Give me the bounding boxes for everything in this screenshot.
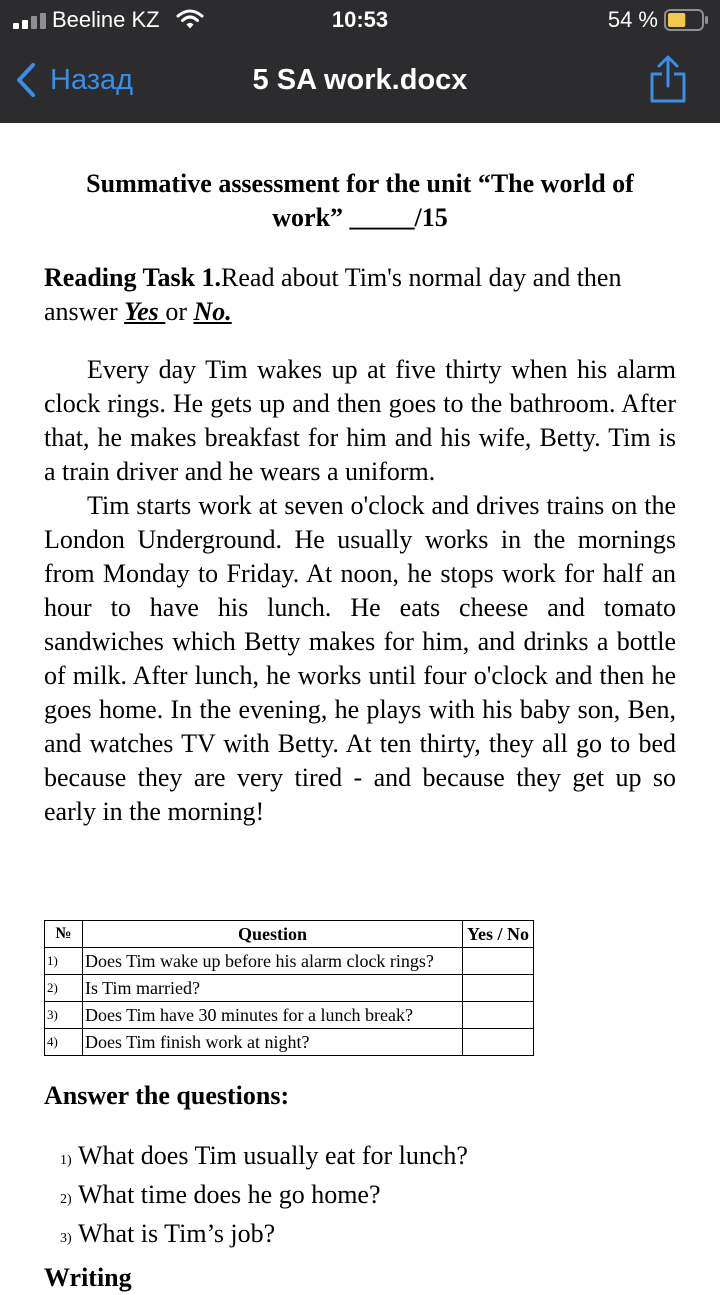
- back-button[interactable]: [14, 60, 133, 100]
- list-item: [60, 1178, 468, 1217]
- list-text: What time does he go home?: [78, 1180, 381, 1209]
- row-number: 2): [45, 975, 83, 1002]
- row-number: 4): [45, 1029, 83, 1056]
- header-yes-no: Yes / No: [463, 921, 534, 948]
- status-time: 10:53: [331, 7, 389, 32]
- back-label: Назад: [50, 64, 134, 96]
- passage-paragraph: Every day Tim wakes up at five thirty when his alarm clock rings. He gets up and then goes to the bathroom. After that, he makes breakfast for him and his wife, Betty. Tim is a train driver and he wears a uniform.: [44, 355, 676, 486]
- table-row: [45, 975, 534, 1002]
- question-list: [60, 1139, 468, 1256]
- answer-heading: Answer the questions:: [44, 1081, 290, 1110]
- row-answer: [463, 1002, 534, 1029]
- chevron-left-icon: [14, 62, 38, 98]
- list-item: [60, 1139, 468, 1178]
- row-question: Is Tim married?: [83, 975, 463, 1002]
- table-row: [45, 1029, 534, 1056]
- navigation-bar: [0, 40, 720, 123]
- document-title: 5 SA work.docx: [252, 64, 468, 96]
- row-question: Does Tim finish work at night?: [83, 1029, 463, 1056]
- yes-no-table: [44, 920, 534, 1056]
- row-answer: [463, 975, 534, 1002]
- list-text: What does Tim usually eat for lunch?: [78, 1141, 468, 1170]
- row-answer: [463, 1029, 534, 1056]
- list-item: [60, 1217, 468, 1256]
- table-row: [45, 948, 534, 975]
- yes-option: Yes: [124, 297, 166, 326]
- battery-percent: 54 %: [607, 7, 658, 32]
- list-number: 3): [60, 1231, 72, 1246]
- list-number: 2): [60, 1192, 72, 1207]
- row-question: Does Tim wake up before his alarm clock rings?: [83, 948, 463, 975]
- header-question: Question: [83, 921, 463, 948]
- share-icon[interactable]: [648, 54, 688, 104]
- or-text: or: [165, 297, 194, 326]
- reading-passage: [44, 353, 676, 829]
- list-number: 1): [60, 1153, 72, 1168]
- reading-task-instructions: [44, 261, 676, 329]
- no-option: No.: [193, 297, 232, 326]
- list-text: What is Tim’s job?: [78, 1219, 276, 1248]
- battery-icon: [664, 9, 708, 31]
- assessment-title: Summative assessment for the unit “The world of work” _____/15: [86, 169, 634, 232]
- task-text: Read about Tim's normal day and then answer: [44, 263, 622, 326]
- task-label: Reading Task 1.: [44, 263, 222, 292]
- row-number: 3): [45, 1002, 83, 1029]
- row-question: Does Tim have 30 minutes for a lunch break?: [83, 1002, 463, 1029]
- carrier-name: Beeline KZ: [52, 7, 160, 32]
- table-row: [45, 1002, 534, 1029]
- status-bar: [0, 0, 720, 40]
- writing-heading: Writing: [44, 1263, 132, 1292]
- top-bar: [0, 0, 720, 123]
- row-number: 1): [45, 948, 83, 975]
- row-answer: [463, 948, 534, 975]
- passage-paragraph: Tim starts work at seven o'clock and drives trains on the London Underground. He usually works in the mornings from Monday to Friday. At noon, he stops work for half an hour to have his lunch. He eats cheese and tomato sandwiches which Betty makes for him, and drinks a bottle of milk. After lunch, he works until four o'clock and then he goes home. In the evening, he plays with his baby son, Ben, and watches TV with Betty. At ten thirty, they all go to bed because they are very tired - and because they get up so early in the morning!: [44, 491, 676, 826]
- header-number: №: [45, 921, 83, 948]
- table-header-row: [45, 921, 534, 948]
